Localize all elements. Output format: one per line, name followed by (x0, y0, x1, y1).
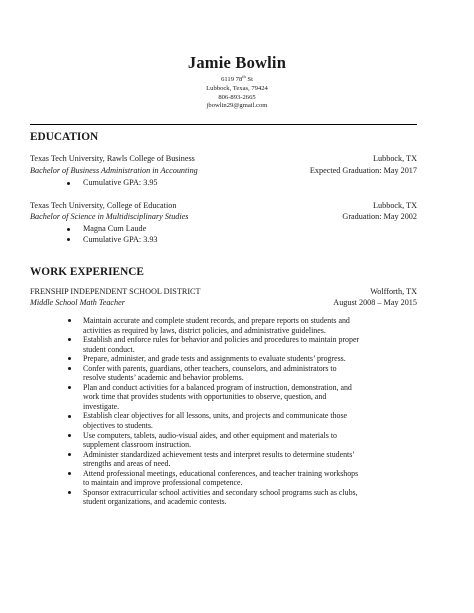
list-item (30, 354, 430, 364)
work-duties-list (30, 316, 430, 507)
duty-text-line: objectives to students. (83, 421, 153, 431)
education-heading: EDUCATION (30, 131, 99, 143)
bullet-icon (67, 228, 70, 231)
bullet-icon (68, 357, 71, 360)
list-item (30, 335, 430, 354)
duty-text-line: Establish clear objectives for all lessons, units, and projects and communicate those (83, 411, 348, 421)
employer-location: Wolfforth, TX (370, 287, 417, 296)
address-line-1: 6119 78th St (221, 74, 253, 84)
list-item: Cumulative GPA: 3.95 (30, 178, 417, 189)
bullet-icon (67, 182, 70, 185)
duty-text-line: student organizations, and academic contests. (83, 497, 227, 507)
duty-text-line: Prepare, administer, and grade tests and assignments to evaluate students’ progress. (83, 354, 346, 364)
school-location: Lubbock, TX (373, 154, 417, 163)
list-item (30, 488, 430, 507)
list-item (30, 469, 430, 488)
school-location: Lubbock, TX (373, 201, 417, 210)
duty-text-line: Confer with parents, guardians, other teachers, counselors, and administrators to (83, 363, 337, 373)
phone-number: 806-893-2665 (218, 93, 256, 101)
duty-text-line: Maintain accurate and complete student records, and prepare reports on students and (83, 316, 350, 325)
duty-text-line: Administer standardized achievement tests and interpret results to determine students’ (83, 449, 355, 459)
degree-name: Bachelor of Business Administration in Accounting (30, 166, 198, 175)
education-entry-2-bullets (30, 224, 417, 245)
bullet-icon (68, 453, 71, 456)
email-address: jbowlin29@gmail.com (206, 102, 268, 110)
school-name: Texas Tech University, College of Education (30, 201, 177, 210)
education-entry-1-bullets (30, 178, 417, 189)
resume-name: Jamie Bowlin (187, 53, 287, 72)
duty-text-line: to maintain and improve professional competence. (83, 478, 243, 488)
graduation-date: Graduation: May 2002 (342, 212, 417, 221)
bullet-icon (68, 386, 71, 389)
address-line-2: Lubbock, Texas, 79424 (206, 84, 268, 92)
list-item (30, 364, 430, 383)
duty-text-line: resolve students’ academic and behavior problems. (83, 373, 244, 383)
duty-text-line: work time that provides students with opportunities to observe, question, and (83, 392, 327, 402)
bullet-icon (68, 434, 71, 437)
header-divider (30, 124, 417, 125)
list-item: Cumulative GPA: 3.93 (30, 235, 417, 246)
graduation-date: Expected Graduation: May 2017 (309, 166, 417, 175)
duty-text-line: Plan and conduct activities for a balanced program of instruction, demonstration, and (83, 382, 352, 392)
list-item: Magna Cum Laude (30, 224, 417, 235)
work-experience-heading: WORK EXPERIENCE (30, 266, 144, 278)
duty-text-line: Attend professional meetings, educational conferences, and teacher training workshops (83, 468, 359, 478)
bullet-icon (68, 367, 71, 370)
bullet-icon (68, 338, 71, 341)
bullet-icon (67, 238, 70, 241)
contact-info (0, 73, 474, 111)
duty-text-line: supplement classroom instruction. (83, 440, 192, 450)
list-item (30, 316, 430, 335)
duty-text-line: investigate. (83, 401, 120, 411)
duty-text-line: Establish and enforce rules for behavior and policies and procedures to maintain proper (83, 335, 360, 345)
duty-text-line: strengths and areas of need. (83, 459, 171, 469)
bullet-icon (68, 491, 71, 494)
employer-name: FRENSHIP INDEPENDENT SCHOOL DISTRICT (30, 287, 201, 296)
list-item (30, 411, 430, 430)
duty-text-line: activities as required by laws, district policies, and administrative guidelines. (83, 325, 326, 335)
list-item (30, 431, 430, 450)
bullet-icon (68, 319, 71, 322)
job-title: Middle School Math Teacher (30, 298, 125, 307)
degree-name: Bachelor of Science in Multidisciplinary Studies (30, 212, 189, 221)
bullet-icon (68, 415, 71, 418)
employment-dates: August 2008 – May 2015 (333, 298, 417, 307)
duty-text-line: Use computers, tablets, audio-visual aides, and other equipment and materials to (83, 430, 337, 440)
bullet-icon (68, 472, 71, 475)
list-item (30, 383, 430, 412)
duty-text-line: Sponsor extracurricular school activities and secondary school programs such as clubs, (83, 487, 358, 497)
list-item (30, 450, 430, 469)
duty-text-line: student conduct. (83, 344, 135, 354)
school-name: Texas Tech University, Rawls College of Business (30, 154, 195, 163)
